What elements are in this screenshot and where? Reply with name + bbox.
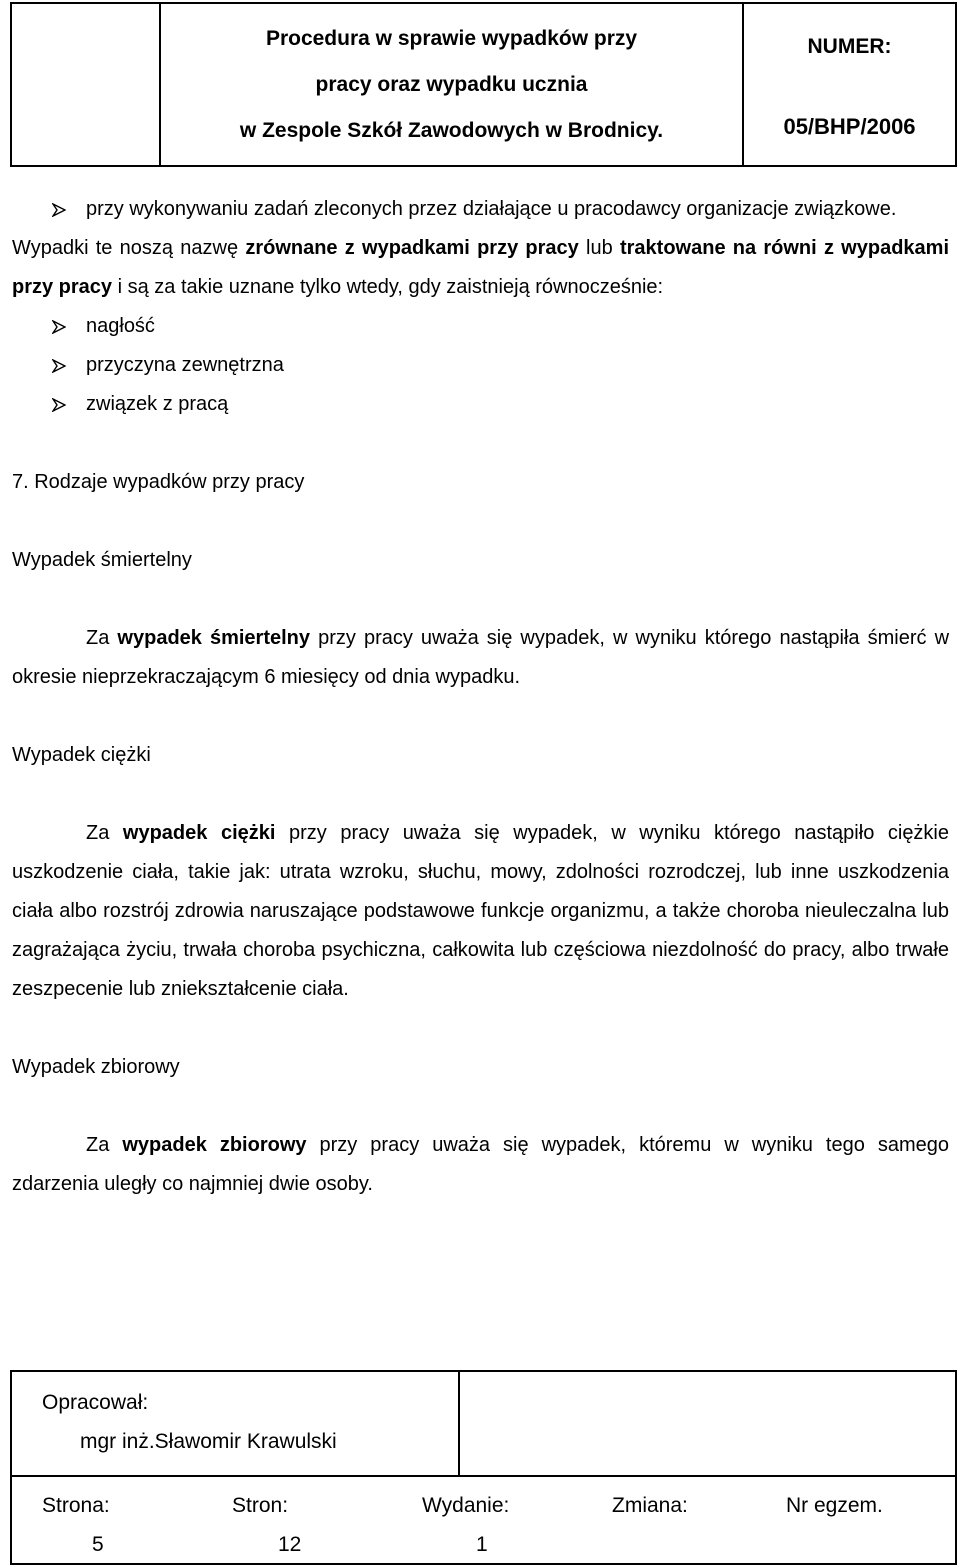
subheading-serious: Wypadek ciężki bbox=[12, 744, 151, 766]
list-item bbox=[12, 385, 949, 424]
list-item bbox=[12, 307, 949, 346]
header-numer-label: NUMER: bbox=[807, 34, 892, 58]
list-item bbox=[12, 190, 949, 229]
bullet-text: związek z pracą bbox=[86, 393, 229, 415]
footer-nr-egzem-label: Nr egzem. bbox=[786, 1494, 883, 1517]
footer-wydanie-value: 1 bbox=[476, 1533, 488, 1556]
subheading-fatal: Wypadek śmiertelny bbox=[12, 549, 192, 571]
document-footer bbox=[10, 1370, 957, 1565]
paragraph-collective: Za wypadek zbiorowy przy pracy uważa się wypadek, któremu w wyniku tego samego zdarzenia uległy co najmniej dwie osoby. bbox=[12, 1134, 949, 1195]
header-title bbox=[160, 3, 743, 166]
arrow-bullet-icon bbox=[52, 359, 66, 373]
footer-zmiana-label: Zmiana: bbox=[612, 1494, 688, 1517]
header-title-line-2: pracy oraz wypadku ucznia bbox=[315, 72, 588, 96]
bullet-text: przyczyna zewnętrzna bbox=[86, 354, 284, 376]
paragraph-serious: Za wypadek ciężki przy pracy uważa się wypadek, w wyniku którego nastąpiło ciężkie uszkodzenie ciała, takie jak: utrata wzroku, słuchu, mowy, zdolności rozrodczej, lub inne uszkodzenia ciała albo rozstrój zdrowia naruszające podstawowe funkcje organizmu, a także choroba nieuleczalna lub zagrażająca życiu, trwała choroba psychiczna, całkowita lub częściowa niezdolność do pracy, albo trwałe zeszpecenie lub zniekształcenie ciała. bbox=[12, 822, 950, 1000]
section-heading: 7. Rodzaje wypadków przy pracy bbox=[12, 471, 305, 493]
arrow-bullet-icon bbox=[52, 203, 66, 217]
header-logo-cell bbox=[11, 3, 160, 166]
document-header bbox=[10, 2, 957, 167]
bullet-text: nagłość bbox=[86, 315, 155, 337]
header-title-line-3: w Zespole Szkół Zawodowych w Brodnicy. bbox=[239, 118, 664, 142]
arrow-bullet-icon bbox=[52, 320, 66, 334]
footer-strona-value: 5 bbox=[92, 1533, 104, 1556]
footer-wydanie-label: Wydanie: bbox=[422, 1494, 510, 1517]
header-number-cell bbox=[743, 3, 956, 166]
document-body bbox=[12, 190, 949, 1204]
footer-stron-label: Stron: bbox=[232, 1494, 289, 1517]
subheading-collective: Wypadek zbiorowy bbox=[12, 1056, 180, 1078]
list-item bbox=[12, 346, 949, 385]
footer-empty-cell bbox=[459, 1371, 956, 1476]
footer-strona-label: Strona: bbox=[42, 1494, 110, 1517]
footer-stron-value: 12 bbox=[278, 1533, 302, 1556]
footer-author: mgr inż.Sławomir Krawulski bbox=[80, 1430, 337, 1453]
arrow-bullet-icon bbox=[52, 398, 66, 412]
paragraph-equivalent-accidents: Wypadki te noszą nazwę zrównane z wypadkami przy pracy lub traktowane na równi z wypadkami przy pracy i są za takie uznane tylko wtedy, gdy zaistnieją równocześnie: bbox=[12, 237, 949, 298]
footer-opracowal-label: Opracował: bbox=[42, 1391, 149, 1414]
header-title-line-1: Procedura w sprawie wypadków przy bbox=[265, 26, 638, 50]
footer-author-cell bbox=[11, 1371, 459, 1476]
header-numer-value: 05/BHP/2006 bbox=[783, 113, 916, 139]
paragraph-fatal: Za wypadek śmiertelny przy pracy uważa się wypadek, w wyniku którego nastąpiła śmierć w okresie nieprzekraczającym 6 miesięcy od dnia wypadku. bbox=[12, 627, 950, 688]
bullet-text: przy wykonywaniu zadań zleconych przez działające u pracodawcy organizacje związkowe. bbox=[86, 198, 897, 220]
footer-info-row bbox=[11, 1476, 956, 1564]
